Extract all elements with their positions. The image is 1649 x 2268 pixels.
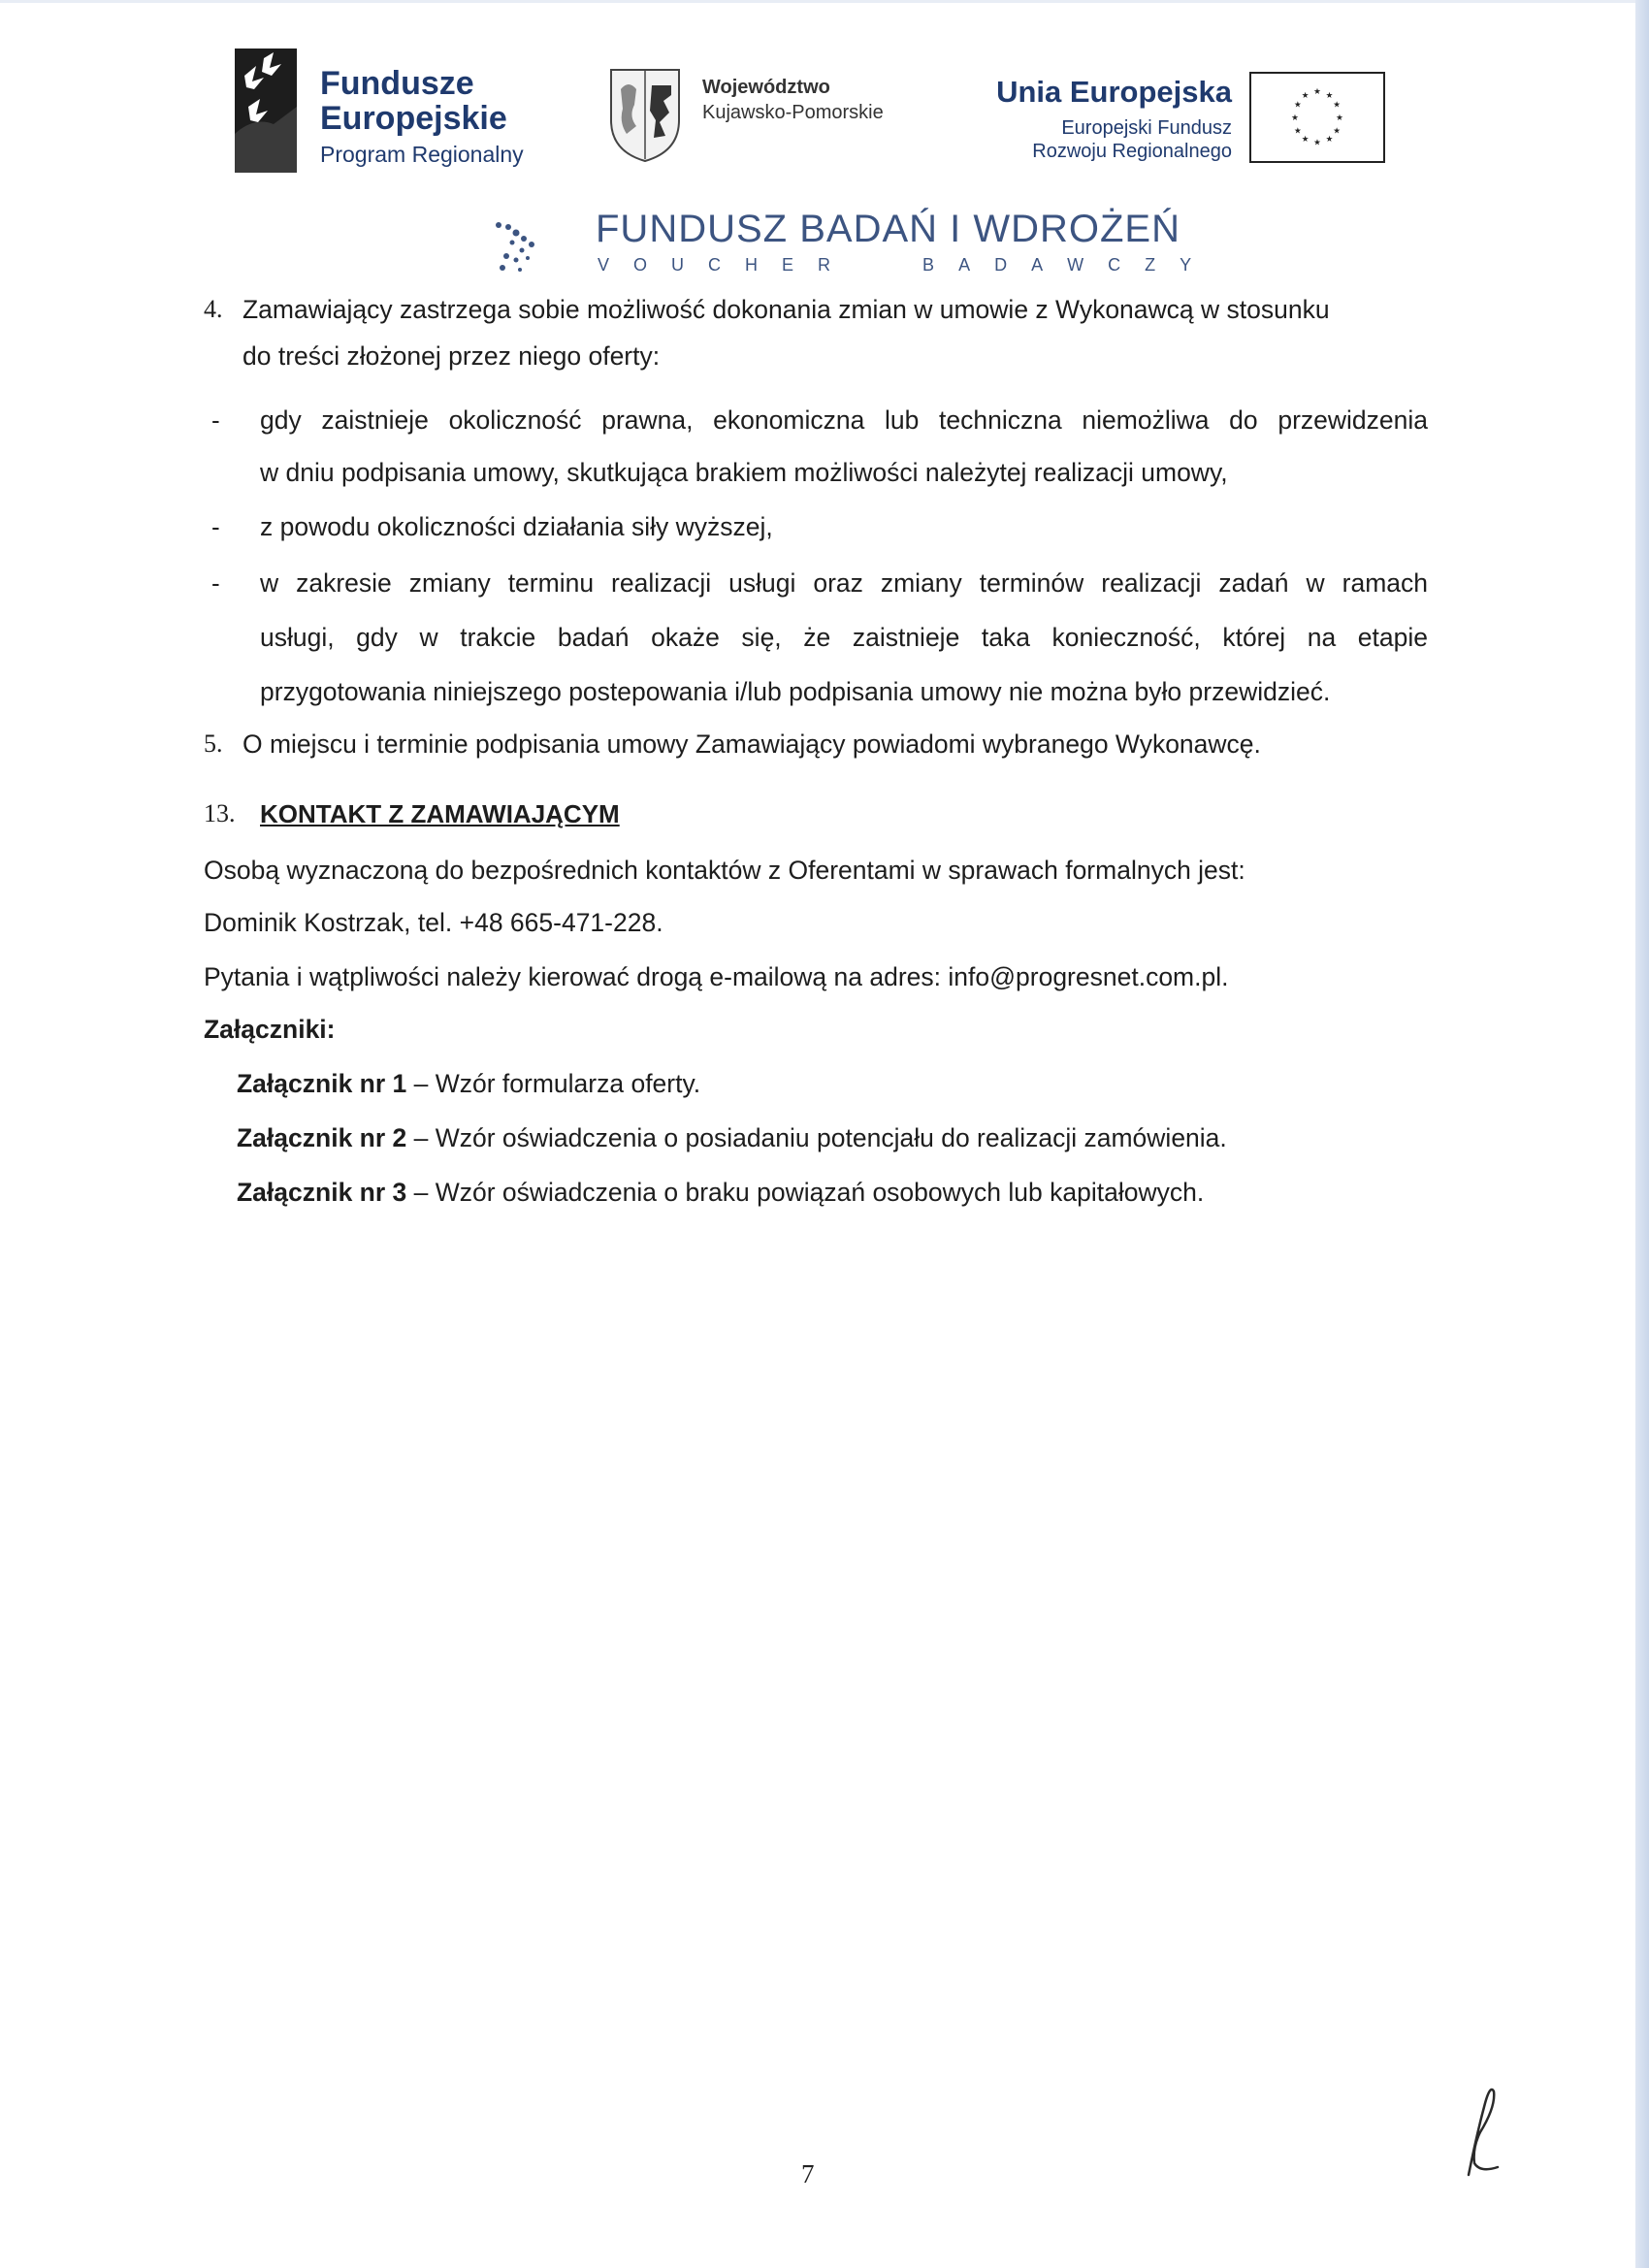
bullet-dash: - [211,512,220,541]
subtitle-letter: A [958,255,971,275]
subtitle-letter: D [994,255,1008,275]
fe-line1: Fundusze [320,65,474,102]
subtitle-letter: Y [1180,255,1192,275]
ue-line1: Unia Europejska [996,75,1232,109]
item4-line2: do treści złożonej przez niego oferty: [242,341,661,371]
fbw-subtitle-word1 [598,255,898,275]
bullet1-line1: gdy zaistnieje okoliczność prawna, ekonomiczna lub techniczna niemożliwa do przewidzenia [260,405,1428,435]
attachment-item [237,1121,1227,1154]
subtitle-letter: V [598,255,610,275]
item4-line1: Zamawiający zastrzega sobie możliwość dokonania zmian w umowie z Wykonawcą w stosunku [242,295,1330,324]
svg-text:★: ★ [1294,100,1302,111]
svg-text:★: ★ [1325,134,1334,145]
bullet-dash: - [211,568,220,598]
svg-text:★: ★ [1301,90,1310,101]
svg-text:★: ★ [1313,87,1321,98]
subtitle-letter: A [1031,255,1044,275]
contact-line1: Osobą wyznaczoną do bezpośrednich kontaktów z Oferentami w sprawach formalnych jest: [204,856,1245,885]
svg-text:★: ★ [1333,100,1341,111]
bullet2-line1: z powodu okoliczności działania siły wyższej, [260,512,773,541]
wkp-line1: Województwo [702,77,830,98]
subtitle-letter: B [922,255,935,275]
subtitle-letter: R [818,255,831,275]
subtitle-letter: U [671,255,685,275]
fundusze-europejskie-logo [235,49,535,175]
wojewodztwo-logo [607,66,918,167]
fundusze-europejskie-mark-icon [235,49,297,173]
svg-text:★: ★ [1313,138,1321,148]
attachments-label: Załączniki: [204,1015,336,1044]
scan-edge-top [0,0,1649,3]
svg-text:★: ★ [1325,90,1334,101]
svg-text:★: ★ [1291,113,1299,123]
contact-line3: Pytania i wątpliwości należy kierować drogą e-mailową na adres: info@progresnet.com.pl. [204,962,1229,991]
fbw-subtitle-word2 [922,255,1215,275]
eu-flag-icon [1249,72,1385,163]
fe-line3: Program Regionalny [320,142,524,167]
subtitle-letter: C [1108,255,1121,275]
bullet3-line1: w zakresie zmiany terminu realizacji usługi oraz zmiany terminów realizacji zadań w ramach [260,568,1428,598]
unia-europejska-logo [980,68,1387,175]
attachment-label: Załącznik nr 3 [237,1178,407,1207]
section-heading: KONTAKT Z ZAMAWIAJĄCYM [260,799,620,828]
ue-line3: Rozwoju Regionalnego [1032,141,1232,162]
subtitle-letter: W [1067,255,1084,275]
subtitle-letter: Z [1145,255,1156,275]
bullet1-line2: w dniu podpisania umowy, skutkująca brakiem możliwości należytej realizacji umowy, [260,458,1228,487]
bullet-dash: - [211,405,220,435]
attachment-label: Załącznik nr 2 [237,1123,407,1152]
fe-line2: Europejskie [320,100,507,137]
bullet3-line3: przygotowania niniejszego postepowania i/lub podpisania umowy nie można było przewidzieć. [260,677,1331,706]
attachment-label: Załącznik nr 1 [237,1069,407,1098]
attachment-text: – Wzór oświadczenia o braku powiązań osobowych lub kapitałowych. [406,1178,1205,1207]
svg-text:★: ★ [1336,113,1343,123]
ue-line2: Europejski Fundusz [1061,117,1232,139]
subtitle-letter: C [708,255,722,275]
wkp-line2: Kujawsko-Pomorskie [702,102,884,123]
attachment-item [237,1176,1204,1209]
attachment-text: – Wzór formularza oferty. [406,1069,701,1098]
coat-of-arms-icon [607,66,683,163]
item5-text: O miejscu i terminie podpisania umowy Zamawiający powiadomi wybranego Wykonawcę. [242,729,1261,759]
contact-line2: Dominik Kostrzak, tel. +48 665-471-228. [204,908,663,937]
attachment-item [237,1067,700,1100]
attachment-text: – Wzór oświadczenia o posiadaniu potencjału do realizacji zamówienia. [406,1123,1227,1152]
svg-text:★: ★ [1333,126,1341,137]
item-number: 4. [204,295,223,323]
fbw-subtitle [598,254,1240,275]
page-number: 7 [801,2159,815,2188]
scan-edge-right [1635,0,1649,2268]
item-number: 5. [204,729,223,758]
section-number: 13. [204,799,236,827]
subtitle-letter: H [745,255,759,275]
fbw-title: FUNDUSZ BADAŃ I WDROŻEŃ [596,208,1180,250]
bullet3-line2: usługi, gdy w trakcie badań okaże się, że zaistnieje taka konieczność, której na etapie [260,623,1428,652]
handwritten-initial-signature [1455,2078,1513,2185]
subtitle-letter: E [782,255,794,275]
subtitle-letter: O [633,255,648,275]
svg-text:★: ★ [1294,126,1302,137]
svg-text:★: ★ [1301,134,1310,145]
fundusz-badan-logo [493,206,1192,283]
dots-logo-icon [493,219,551,274]
